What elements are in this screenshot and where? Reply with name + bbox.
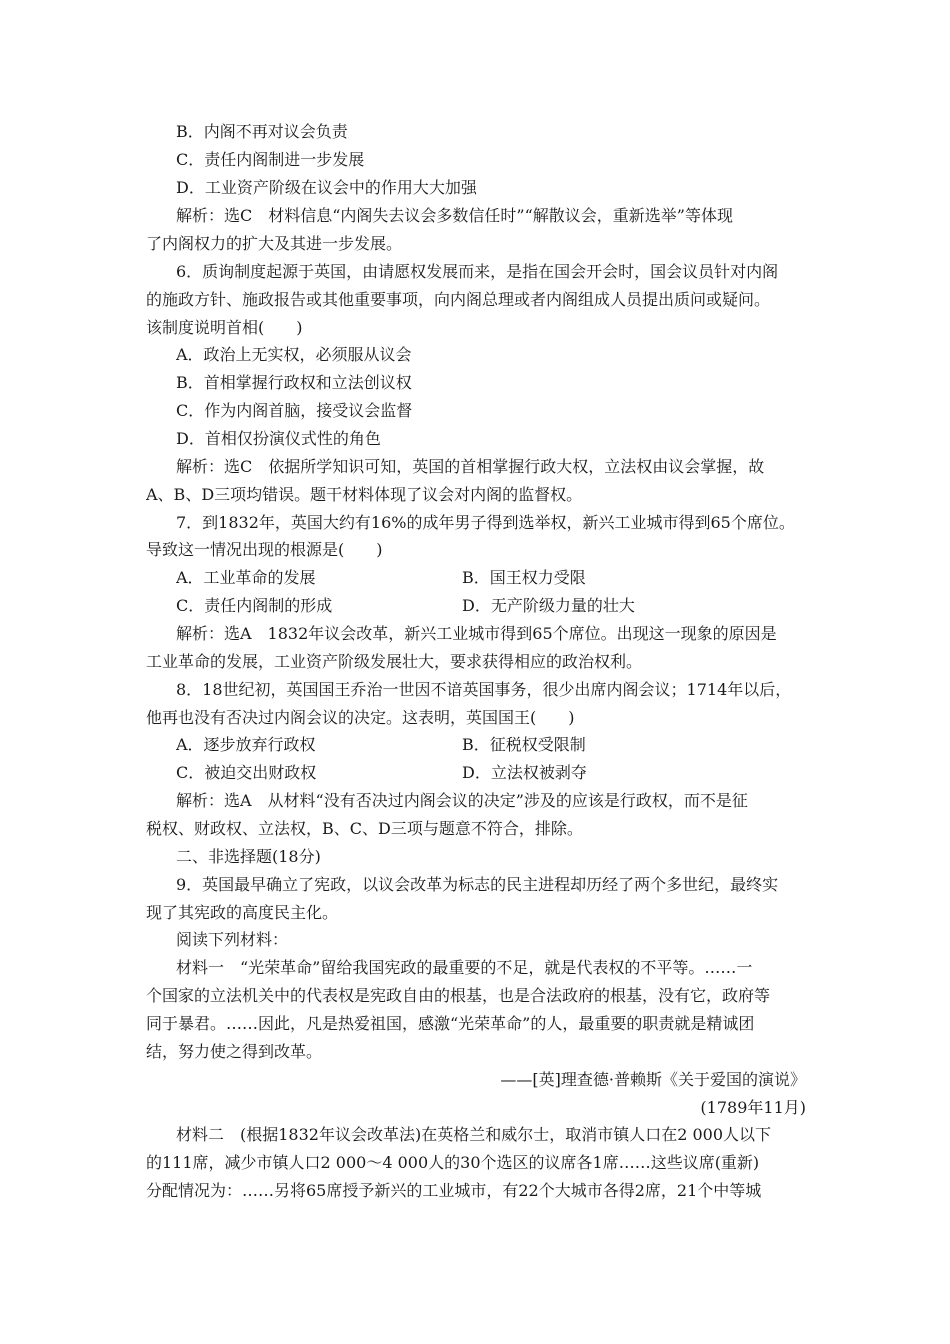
option-d-q7: D．无产阶级力量的壮大 bbox=[462, 596, 635, 615]
option-a-q6: A．政治上无实权，必须服从议会 bbox=[176, 345, 412, 364]
material-1-line-4: 结，努力使之得到改革。 bbox=[146, 1042, 323, 1061]
question-6-stem: 该制度说明首相( ) bbox=[146, 318, 303, 337]
options-row-2-q8 bbox=[176, 763, 806, 783]
material-1-source: ——[英]理查德·普赖斯《关于爱国的演说》 bbox=[500, 1070, 806, 1089]
options-row-1-q8 bbox=[176, 735, 806, 755]
material-1-line-2: 个国家的立法机关中的代表权是宪政自由的根基，也是合法政府的根基，没有它，政府等 bbox=[146, 986, 771, 1005]
material-1-line-3: 同于暴君。……因此，凡是热爱祖国，感激“光荣革命”的人，最重要的职责就是精诚团 bbox=[146, 1014, 755, 1033]
option-c-q5: C．责任内阁制进一步发展 bbox=[176, 150, 365, 169]
options-row-1-q7 bbox=[176, 568, 806, 588]
option-b-q7: B．国王权力受限 bbox=[462, 568, 586, 587]
analysis-q8: 解析：选A 从材料“没有否决过内阁会议的决定”涉及的应该是行政权，而不是征 bbox=[176, 791, 748, 810]
analysis-q7: 解析：选A 1832年议会改革，新兴工业城市得到65个席位。出现这一现象的原因是 bbox=[176, 624, 777, 643]
option-b-q6: B．首相掌握行政权和立法创议权 bbox=[176, 373, 412, 392]
analysis-q5: 解析：选C 材料信息“内阁失去议会多数信任时”“解散议会，重新选举”等体现 bbox=[176, 206, 733, 225]
question-9-cont: 现了其宪政的高度民主化。 bbox=[146, 903, 339, 922]
options-row-2-q7 bbox=[176, 596, 806, 616]
option-d-q8: D．立法权被剥夺 bbox=[462, 763, 587, 782]
material-2-line-2: 的111席，减少市镇人口2 000～4 000人的30个选区的议席各1席……这些议席(重新) bbox=[146, 1153, 760, 1172]
material-1: 材料一 “光荣革命”留给我国宪政的最重要的不足，就是代表权的不平等。……一 bbox=[176, 958, 753, 977]
option-b-q8: B．征税权受限制 bbox=[462, 735, 586, 754]
reading-prompt: 阅读下列材料： bbox=[176, 930, 289, 949]
section-heading: 二、非选择题(18分) bbox=[176, 847, 321, 866]
option-d-q6: D．首相仅扮演仪式性的角色 bbox=[176, 429, 381, 448]
analysis-q7-cont: 工业革命的发展，工业资产阶级发展壮大，要求获得相应的政治权利。 bbox=[146, 652, 643, 671]
analysis-q5-cont: 了内阁权力的扩大及其进一步发展。 bbox=[146, 234, 403, 253]
question-6: 6．质询制度起源于英国，由请愿权发展而来，是指在国会开会时，国会议员针对内阁 bbox=[176, 262, 779, 281]
analysis-q8-cont: 税权、财政权、立法权，B、C、D三项与题意不符合，排除。 bbox=[146, 819, 583, 838]
option-c-q8: C．被迫交出财政权 bbox=[176, 763, 317, 782]
material-1-date: (1789年11月) bbox=[700, 1098, 806, 1117]
question-7-stem: 导致这一情况出现的根源是( ) bbox=[146, 540, 383, 559]
question-6-cont: 的施政方针、施政报告或其他重要事项，向内阁总理或者内阁组成人员提出质问或疑问。 bbox=[146, 290, 771, 309]
material-2: 材料二 (根据1832年议会改革法)在英格兰和威尔士，取消市镇人口在2 000人以下 bbox=[176, 1125, 772, 1144]
option-c-q7: C．责任内阁制的形成 bbox=[176, 596, 333, 615]
option-a-q7: A．工业革命的发展 bbox=[176, 568, 316, 587]
question-9: 9．英国最早确立了宪政，以议会改革为标志的民主进程却历经了两个多世纪，最终实 bbox=[176, 875, 779, 894]
material-2-line-3: 分配情况为：……另将65席授予新兴的工业城市，有22个大城市各得2席，21个中等城 bbox=[146, 1181, 762, 1200]
question-8: 8．18世纪初，英国国王乔治一世因不谙英国事务，很少出席内阁会议；1714年以后， bbox=[176, 680, 792, 699]
analysis-q6: 解析：选C 依据所学知识可知，英国的首相掌握行政大权，立法权由议会掌握，故 bbox=[176, 457, 765, 476]
option-a-q8: A．逐步放弃行政权 bbox=[176, 735, 316, 754]
question-8-stem: 他再也没有否决过内阁会议的决定。这表明，英国国王( ) bbox=[146, 708, 575, 727]
option-b-q5: B．内阁不再对议会负责 bbox=[176, 122, 348, 141]
option-d-q5: D．工业资产阶级在议会中的作用大大加强 bbox=[176, 178, 477, 197]
option-c-q6: C．作为内阁首脑，接受议会监督 bbox=[176, 401, 413, 420]
analysis-q6-cont: A、B、D三项均错误。题干材料体现了议会对内阁的监督权。 bbox=[146, 485, 583, 504]
question-7: 7．到1832年，英国大约有16%的成年男子得到选举权，新兴工业城市得到65个席位。 bbox=[176, 513, 795, 532]
